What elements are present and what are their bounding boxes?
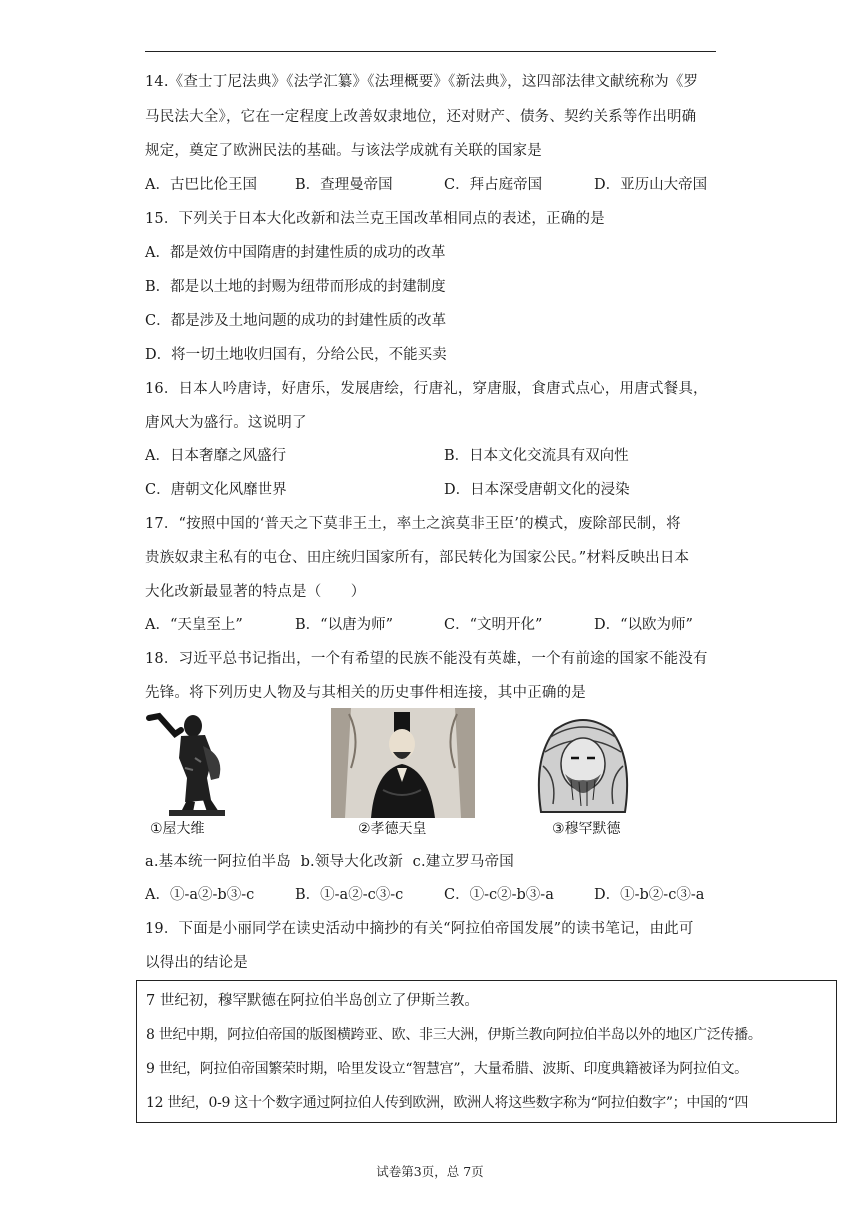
q14-option-c[interactable]: C．拜占庭帝国 bbox=[444, 177, 543, 193]
emperor-kotoku-caption: ②孝德天皇 bbox=[358, 821, 427, 837]
q14-stem-line-2: 马民法大全》，它在一定程度上改善奴隶地位，还对财产、债务、契约关系等作出明确 bbox=[145, 109, 697, 125]
q16-option-d[interactable]: D．日本深受唐朝文化的浸染 bbox=[444, 482, 630, 498]
q17-option-c[interactable]: C．“文明开化” bbox=[444, 617, 543, 633]
q19-stem-line-2: 以得出的结论是 bbox=[145, 955, 248, 971]
q18-stem-line-1: 18．习近平总书记指出，一个有希望的民族不能没有英雄，一个有前途的国家不能没有 bbox=[145, 651, 708, 667]
q16-option-b[interactable]: B．日本文化交流具有双向性 bbox=[444, 448, 629, 464]
q17-option-d[interactable]: D．“以欧为师” bbox=[594, 617, 693, 633]
q18-stem-line-2: 先锋。将下列历史人物及与其相关的历史事件相连接，其中正确的是 bbox=[145, 685, 586, 701]
page-footer: 试卷第3页，总 7页 bbox=[376, 1164, 484, 1179]
reading-note: 9 世纪，阿拉伯帝国繁荣时期，哈里发设立“智慧宫”，大量希腊、波斯、印度典籍被译为阿拉伯文。 bbox=[146, 1061, 748, 1077]
reading-notes-box bbox=[136, 980, 837, 1123]
muhammad-caption: ③穆罕默德 bbox=[552, 821, 621, 837]
q16-option-a[interactable]: A．日本奢靡之风盛行 bbox=[145, 448, 286, 464]
q17-option-b[interactable]: B．“以唐为师” bbox=[295, 617, 393, 633]
q14-stem-line-1: 14.《查士丁尼法典》《法学汇纂》《法理概要》《新法典》，这四部法律文献统称为《罗 bbox=[145, 74, 699, 90]
q14-option-a[interactable]: A．古巴比伦王国 bbox=[145, 177, 257, 193]
q15-option-b[interactable]: B．都是以土地的封赐为纽带而形成的封建制度 bbox=[145, 279, 446, 295]
q17-stem-line-2: 贵族奴隶主私有的屯仓、田庄统归国家所有，部民转化为国家公民。”材料反映出日本 bbox=[145, 550, 690, 566]
q16-stem-line-2: 唐风大为盛行。这说明了 bbox=[145, 415, 307, 431]
q19-stem-line-1: 19．下面是小丽同学在读史活动中摘抄的有关“阿拉伯帝国发展”的读书笔记，由此可 bbox=[145, 921, 694, 937]
q16-stem-line-1: 16．日本人吟唐诗，好唐乐，发展唐绘，行唐礼，穿唐服，食唐式点心，用唐式餐具， bbox=[145, 381, 708, 397]
q18-option-c[interactable]: C．①-c②-b③-a bbox=[444, 887, 554, 903]
q18-option-a[interactable]: A．①-a②-b③-c bbox=[145, 887, 255, 903]
muhammad-portrait-image bbox=[527, 708, 639, 818]
reading-note: 8 世纪中期，阿拉伯帝国的版图横跨亚、欧、非三大洲，伊斯兰教向阿拉伯半岛以外的地区广泛传播。 bbox=[146, 1027, 762, 1043]
q14-stem-line-3: 规定，奠定了欧洲民法的基础。与该法学成就有关联的国家是 bbox=[145, 143, 542, 159]
q17-stem-line-1: 17．“按照中国的‘普天之下莫非王土，率土之滨莫非王臣’的模式，废除部民制，将 bbox=[145, 516, 681, 532]
q18-option-b[interactable]: B．①-a②-c③-c bbox=[295, 887, 404, 903]
octavian-statue-image bbox=[145, 708, 245, 818]
q15-stem: 15．下列关于日本大化改新和法兰克王国改革相同点的表述，正确的是 bbox=[145, 211, 605, 227]
emperor-kotoku-portrait-image bbox=[331, 708, 475, 818]
q15-option-a[interactable]: A．都是效仿中国隋唐的封建性质的成功的改革 bbox=[145, 245, 446, 261]
reading-note: 7 世纪初，穆罕默德在阿拉伯半岛创立了伊斯兰教。 bbox=[146, 993, 479, 1009]
q18-events-list: a.基本统一阿拉伯半岛 b.领导大化改新 c.建立罗马帝国 bbox=[145, 854, 515, 870]
reading-note: 12 世纪，0-9 这十个数字通过阿拉伯人传到欧洲，欧洲人将这些数字称为“阿拉伯数字”；中国的“四 bbox=[146, 1095, 749, 1111]
q14-option-d[interactable]: D．亚历山大帝国 bbox=[594, 177, 708, 193]
octavian-caption: ①屋大维 bbox=[150, 821, 205, 837]
q15-option-d[interactable]: D．将一切土地收归国有，分给公民，不能买卖 bbox=[145, 347, 447, 363]
q17-stem-line-3: 大化改新最显著的特点是（ ） bbox=[145, 584, 366, 600]
q15-option-c[interactable]: C．都是涉及土地问题的成功的封建性质的改革 bbox=[145, 313, 447, 329]
q14-option-b[interactable]: B．查理曼帝国 bbox=[295, 177, 393, 193]
q18-option-d[interactable]: D．①-b②-c③-a bbox=[594, 887, 705, 903]
header-rule bbox=[145, 51, 716, 52]
q17-option-a[interactable]: A．“天皇至上” bbox=[145, 617, 243, 633]
q16-option-c[interactable]: C．唐朝文化风靡世界 bbox=[145, 482, 287, 498]
